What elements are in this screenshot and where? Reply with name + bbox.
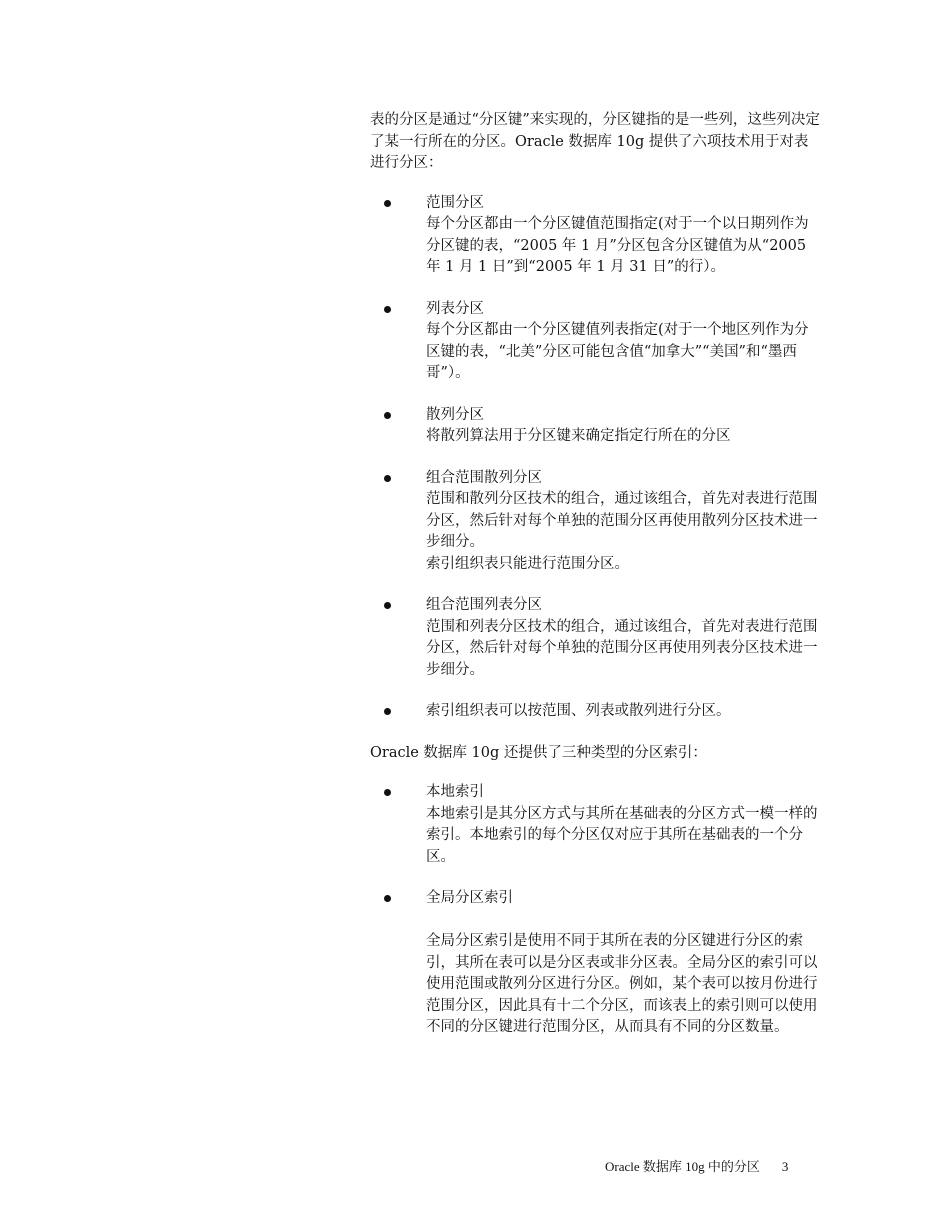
page-footer — [605, 1158, 788, 1176]
footer-title: Oracle 数据库 10g 中的分区 — [605, 1159, 760, 1174]
bullet-icon — [384, 200, 391, 207]
partition-type-list — [370, 193, 820, 723]
list-item-range-partition — [370, 193, 820, 279]
item-title: 组合范围散列分区 — [426, 469, 542, 486]
item-description: 范围和列表分区技术的组合，通过该组合，首先对表进行范围分区，然后针对每个单独的范围分区再使用列表分区技术进一步细分。 — [426, 618, 818, 678]
bullet-icon — [384, 306, 391, 313]
item-description: 范围和散列分区技术的组合，通过该组合，首先对表进行范围分区，然后针对每个单独的范围分区再使用散列分区技术进一步细分。 — [426, 491, 818, 550]
index-intro-paragraph: Oracle 数据库 10g 还提供了三种类型的分区索引： — [370, 744, 707, 761]
item-note: 索引组织表只能进行范围分区。 — [426, 555, 629, 572]
item-description: 每个分区都由一个分区键值列表指定(对于一个地区列作为分区键的表，“北美”分区可能包含值“加拿大”“美国”和“墨西哥”）。 — [426, 322, 809, 381]
item-description: 本地索引是其分区方式与其所在基础表的分区方式一模一样的索引。本地索引的每个分区仅对应于其所在基础表的一个分区。 — [426, 805, 818, 865]
item-description: 将散列算法用于分区键来确定指定行所在的分区 — [426, 428, 731, 444]
bullet-icon — [384, 895, 391, 902]
item-description: 每个分区都由一个分区键值范围指定(对于一个以日期列作为分区键的表，“2005 年 1 月”分区包含分区键值为从“2005 年 1 月 1 日”到“2005 年 1 月 31 日”的行）。 — [426, 216, 809, 275]
bullet-icon — [384, 708, 391, 715]
bullet-icon — [384, 602, 391, 609]
page-number: 3 — [781, 1159, 789, 1174]
item-title: 本地索引 — [426, 784, 484, 800]
bullet-icon — [384, 789, 391, 796]
item-title: 散列分区 — [426, 406, 484, 423]
index-type-list — [370, 782, 820, 1039]
bullet-icon — [384, 475, 391, 482]
list-item-composite-range-hash — [370, 468, 820, 576]
item-title: 列表分区 — [426, 300, 484, 317]
item-title: 范围分区 — [426, 194, 484, 211]
list-item-list-partition — [370, 299, 820, 385]
item-title: 组合范围列表分区 — [426, 597, 542, 613]
list-item-local-index — [370, 782, 820, 868]
document-body — [370, 110, 820, 1059]
blank-line — [426, 910, 820, 932]
list-item-composite-range-list — [370, 595, 820, 681]
item-title: 全局分区索引 — [426, 890, 513, 906]
bullet-icon — [384, 412, 391, 419]
list-item-iot-partition — [370, 701, 820, 723]
item-description: 全局分区索引是使用不同于其所在表的分区键进行分区的索引，其所在表可以是分区表或非分区表。全局分区的索引可以使用范围或散列分区进行分区。例如，某个表可以按月份进行范围分区，因此具有十二个分区，而该表上的索引则可以使用不同的分区键进行范围分区，从而具有不同的分区数量。 — [426, 933, 818, 1035]
list-item-global-partitioned-index — [370, 888, 820, 1039]
intro-paragraph: 表的分区是通过“分区键”来实现的，分区键指的是一些列，这些列决定了某一行所在的分区。Oracle 数据库 10g 提供了六项技术用于对表进行分区： — [370, 112, 820, 171]
list-item-hash-partition — [370, 405, 820, 448]
item-title: 索引组织表可以按范围、列表或散列进行分区。 — [426, 703, 731, 719]
